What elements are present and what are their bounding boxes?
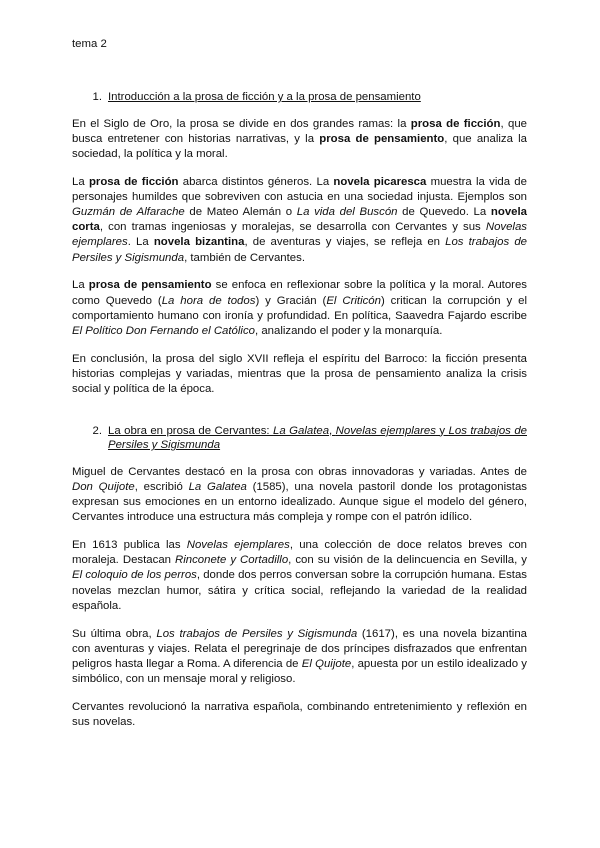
italic-title: El Político Don Fernando el Católico: [72, 324, 255, 337]
paragraph: [72, 175, 527, 266]
text-run: Introducción a la prosa de ficción y a la prosa de pensamiento: [108, 91, 421, 103]
section-spacer: [72, 410, 527, 424]
text-run: Cervantes revolucionó la narrativa española, combinando entretenimiento y reflexión en sus novelas.: [72, 700, 527, 729]
italic-title: La Galatea: [273, 424, 330, 437]
text-run: La: [72, 175, 89, 188]
text-run: de Mateo Alemán o: [184, 206, 297, 219]
text-run: En 1613 publica las: [72, 539, 187, 552]
text-run: Su última obra,: [72, 627, 157, 640]
text-run: y: [435, 424, 449, 437]
bold-term: novela bizantina: [153, 236, 245, 249]
text-run: , donde dos perros conversan sobre la corrupción humana. Estas novelas mezclan humor, sátira y crítica social, reflejando la variedad de la realidad española.: [72, 569, 527, 612]
text-run: , apuesta por un estilo idealizado y simbólico, con un mensaje moral y religioso.: [72, 657, 528, 686]
section-number: 2.: [92, 424, 102, 437]
section-heading: [72, 90, 527, 105]
bold-term: prosa de pensamiento: [88, 279, 212, 292]
italic-title: Rinconete y Cortadillo: [175, 554, 289, 567]
text-run: En el Siglo de Oro, la prosa se divide en dos grandes ramas: la: [72, 117, 411, 130]
italic-title: El Criticón: [326, 294, 381, 307]
bold-term: novela corta: [72, 206, 527, 234]
italic-title: La Galatea: [188, 480, 247, 493]
text-run: de Quevedo. La: [397, 206, 491, 219]
section-heading: [72, 424, 527, 453]
bold-term: novela picaresca: [333, 175, 427, 188]
bold-term: prosa de ficción: [410, 117, 501, 130]
text-run: , que analiza la sociedad, la política y la moral.: [72, 132, 527, 160]
text-run: , con su visión de la delincuencia en Sevilla, y: [288, 554, 527, 567]
text-run: , con tramas ingeniosas y moralejas, se desarrolla con Cervantes y sus: [99, 221, 486, 234]
text-run: ,: [329, 424, 336, 437]
italic-title: La vida del Buscón: [296, 206, 398, 219]
paragraph: [72, 465, 527, 526]
text-run: . La: [127, 236, 154, 249]
section-number: 1.: [92, 91, 102, 103]
text-run: ) y Gracián (: [255, 294, 327, 307]
italic-title: Los trabajos de Persiles y Sigismunda: [156, 627, 358, 640]
italic-title: La hora de todos: [161, 294, 256, 307]
bold-term: prosa de pensamiento: [319, 132, 445, 145]
text-run: (1617), es una novela bizantina con aventuras y viajes. Relata el peregrinaje de dos príncipes disfrazados que enfrentan peligros hasta llegar a Roma. A diferencia de: [72, 627, 527, 670]
text-run: , de aventuras y viajes, se refleja en: [244, 236, 446, 249]
text-run: Miguel de Cervantes destacó en la prosa con obras innovadoras y variadas. Antes de: [72, 465, 527, 478]
italic-title: Los trabajos de Persiles y Sigismunda: [72, 236, 527, 264]
page-header-label: tema 2: [72, 38, 107, 50]
text-run: abarca distintos géneros. La: [178, 175, 334, 188]
text-run: ) critican la corrupción y el comportamiento humano con ironía y profundidad. En política, Saavedra Fajardo escribe: [72, 294, 528, 322]
italic-title: El Quijote: [301, 657, 352, 670]
document-body: [72, 90, 527, 743]
text-run: La: [72, 279, 89, 292]
paragraph: [72, 538, 527, 614]
paragraph: [72, 278, 527, 339]
text-run: se enfoca en reflexionar sobre la política y la moral. Autores como Quevedo (: [72, 279, 527, 307]
section-2: [72, 424, 527, 731]
text-run: , que busca entretener con historias narrativas, y la: [72, 117, 527, 145]
section-title: [108, 424, 527, 453]
text-run: En conclusión, la prosa del siglo XVII refleja el espíritu del Barroco: la ficción presenta historias complejas y variadas, mientras que la prosa de pensamiento analiza la crisis social y política de la época.: [72, 352, 527, 396]
text-run: , una colección de doce relatos breves con moraleja. Destacan: [72, 539, 528, 567]
section-1: [72, 90, 527, 397]
text-run: , escribió: [134, 480, 189, 493]
italic-title: Novelas ejemplares: [72, 221, 527, 249]
italic-title: Novelas ejemplares: [335, 424, 436, 437]
italic-title: Los trabajos de Persiles y Sigismunda: [108, 424, 527, 452]
italic-title: Don Quijote: [72, 480, 135, 493]
italic-title: Novelas ejemplares: [186, 539, 290, 552]
paragraph: [72, 700, 527, 730]
italic-title: Guzmán de Alfarache: [72, 206, 185, 219]
section-title: [108, 90, 527, 105]
text-run: La obra en prosa de Cervantes:: [108, 424, 274, 437]
text-run: , también de Cervantes.: [184, 251, 305, 264]
paragraph: [72, 117, 527, 163]
text-run: (1585), una novela pastoril donde los protagonistas expresan sus emociones en un entorno idealizado. Aunque sigue el modelo del género, Cervantes introduce una estructura más compleja y rompe con el patrón idílico.: [72, 480, 527, 524]
paragraph: [72, 627, 527, 688]
text-run: muestra la vida de personajes humildes que sobreviven con astucia en una sociedad injusta. Ejemplos son: [72, 175, 527, 203]
italic-title: El coloquio de los perros: [72, 569, 197, 582]
text-run: , analizando el poder y la monarquía.: [254, 324, 443, 337]
paragraph: [72, 352, 527, 398]
bold-term: prosa de ficción: [88, 175, 179, 188]
